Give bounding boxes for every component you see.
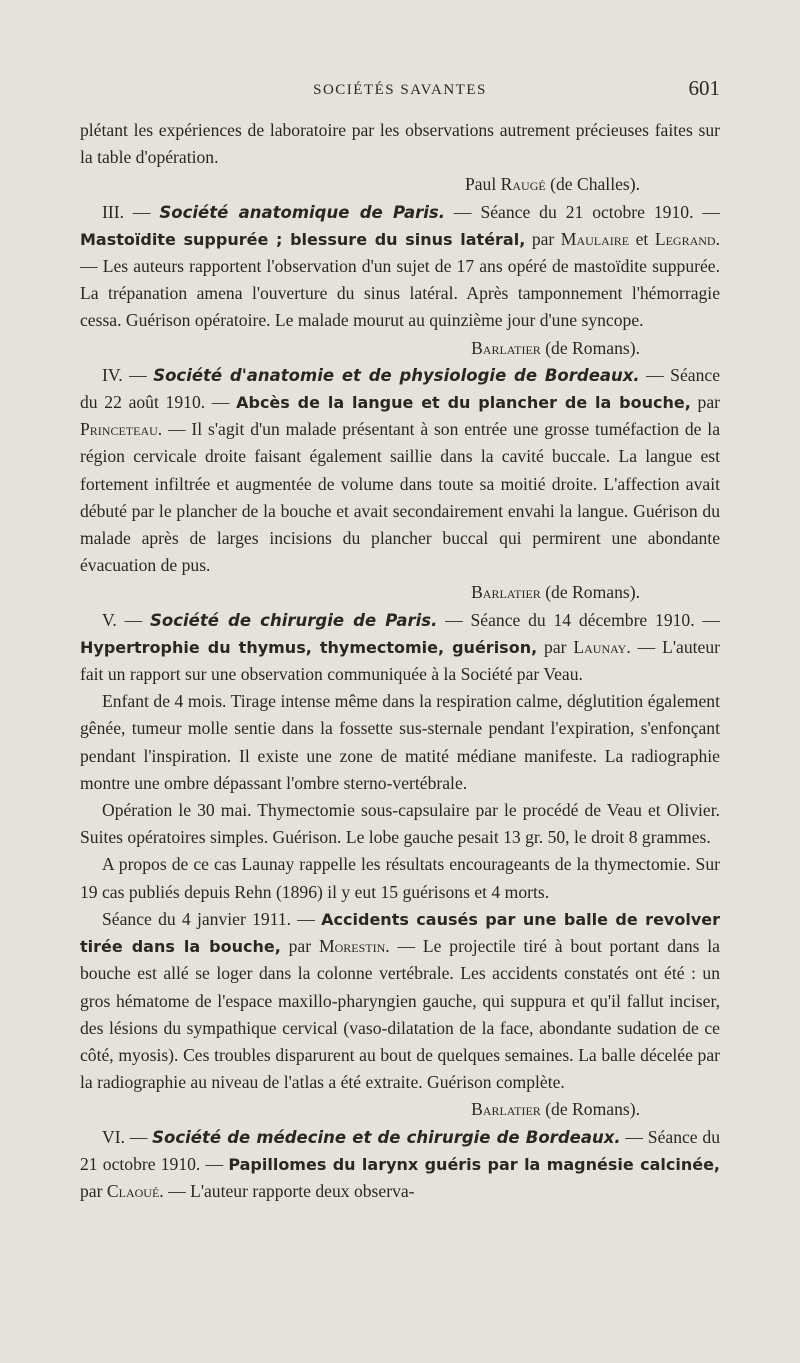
paragraph-morestin: Séance du 4 janvier 1911. — Accidents causés par une balle de revolver tirée dans la bouche, par Morestin. — Le projectile tiré à bout portant dans la bouche est allé se loger dans la colonne vertébrale. Les accidents constatés ont été : un gros hématome de l'espace maxillo-pharyngien gauche, qui suppura et qu'il fallut inciser, des lésions du sympathique cervical (vaso-dilatation de la face, abondante sudation de ce côté, myosis). Ces troubles disparurent au bout de quelques semaines. La balle décelée par la radiographie au niveau de l'atlas a été extraite. Guérison complète. — [80, 908, 720, 1093]
signature-barlatier: Barlatier (de Romans). — [471, 582, 640, 603]
running-title: SOCIÉTÉS SAVANTES — [313, 82, 487, 98]
section-iii: III. — Société anatomique de Paris. — Séance du 21 octobre 1910. — Mastoïdite suppurée ; blessure du sinus latéral, par Maulaire et Legrand. — Les auteurs rapportent l'observation d'un sujet de 17 ans opéré de mastoïdite suppurée. La trépanation amena l'ouverture du sinus latéral. Après tamponnement l'hémorragie cessa. Guérison opératoire. Le malade mourut au quinzième jour d'une syncope. — [80, 201, 720, 331]
body-text — [80, 117, 720, 1205]
signature-barlatier: Barlatier (de Romans). — [471, 1099, 640, 1120]
article-title: Papillomes du larynx guéris par la magnésie calcinée, — [228, 1154, 721, 1174]
society-name: Société d'anatomie et de physiologie de Bordeaux. — [153, 365, 640, 385]
paragraph: Enfant de 4 mois. Tirage intense même dans la respiration calme, déglutition également gênée, tumeur molle sentie dans la fossette sus-sternale pendant l'expiration, s'enfonçant pendant l'inspiration. Il existe une zone de matité médiane manifeste. La radiographie montre une ombre dépassant l'ombre sterno-vertébrale. — [80, 691, 720, 793]
signature-barlatier: Barlatier (de Romans). — [471, 337, 640, 358]
article-title: Accidents causés par une balle de revolver tirée dans la bouche, — [80, 909, 720, 957]
section-v: V. — Société de chirurgie de Paris. — Séance du 14 décembre 1910. — Hypertrophie du thymus, thymectomie, guérison, par Launay. — L'auteur fait un rapport sur une observation communiquée à la Société par Veau. — [80, 609, 720, 685]
society-name: Société de chirurgie de Paris. — [150, 610, 438, 630]
page-number: 601 — [688, 76, 720, 100]
paragraph-continuation: plétant les expériences de laboratoire par les observations autrement précieuses faites sur la table d'opération. — [80, 120, 720, 168]
paragraph: A propos de ce cas Launay rappelle les résultats encourageants de la thymectomie. Sur 19 cas publiés depuis Rehn (1896) il y eut 15 guérisons et 4 morts. — [80, 854, 720, 902]
society-name: Société anatomique de Paris. — [159, 202, 446, 222]
article-title: Hypertrophie du thymus, thymectomie, guérison, — [80, 637, 538, 657]
section-vi: VI. — Société de médecine et de chirurgie de Bordeaux. — Séance du 21 octobre 1910. — Papillomes du larynx guéris par la magnésie calcinée, par Claoué. — L'auteur rapporte deux observa- — [80, 1126, 721, 1201]
society-name: Société de médecine et de chirurgie de Bordeaux. — [152, 1127, 621, 1147]
section-iv: IV. — Société d'anatomie et de physiologie de Bordeaux. — Séance du 22 août 1910. — Abcès de la langue et du plancher de la bouche, par Princeteau. — Il s'agit d'un malade présentant à son entrée une grosse tuméfaction de la région cervicale droite faisant également saillie dans la cavité buccale. La langue est fortement infiltrée et augmentée de volume dans toute sa moitié droite. L'affection avait débuté par le plancher de la bouche et avait secondairement envahi la langue. Guérison du malade après de larges incisions du plancher buccal qui permirent une abondante évacuation de pus. — [80, 364, 721, 576]
article-title: Mastoïdite suppurée ; blessure du sinus latéral, — [80, 229, 526, 249]
page-header — [80, 76, 720, 106]
article-title: Abcès de la langue et du plancher de la bouche, — [236, 393, 691, 413]
signature-rauge: Paul Raugé (de Challes). — [464, 174, 640, 195]
paragraph: Opération le 30 mai. Thymectomie sous-capsulaire par le procédé de Veau et Olivier. Suites opératoires simples. Guérison. Le lobe gauche pesait 13 gr. 50, le droit 8 grammes. — [80, 800, 720, 848]
